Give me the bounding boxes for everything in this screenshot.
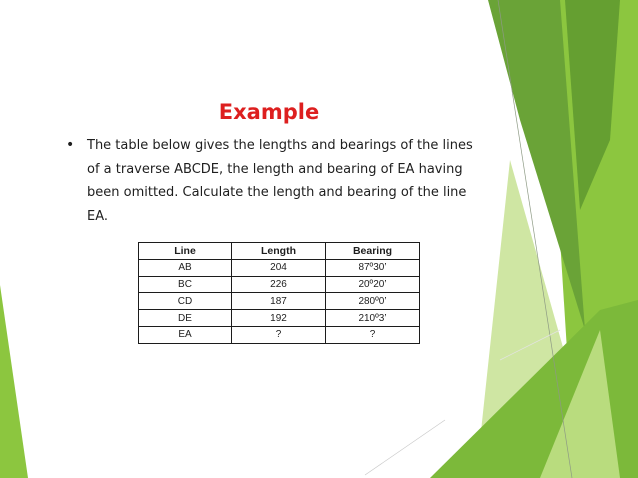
table-header-row bbox=[139, 243, 420, 260]
left-green-sliver bbox=[0, 285, 28, 478]
cell-length: 226 bbox=[232, 276, 326, 293]
cell-line: DE bbox=[139, 310, 232, 327]
slide-title: Example bbox=[218, 100, 320, 124]
header-length: Length bbox=[232, 243, 326, 260]
decor-line-2 bbox=[365, 420, 445, 475]
traverse-table bbox=[138, 242, 420, 344]
cell-line: CD bbox=[139, 293, 232, 310]
cell-bearing: 280º0’ bbox=[326, 293, 420, 310]
cell-bearing: 20º20’ bbox=[326, 276, 420, 293]
table-row bbox=[139, 259, 420, 276]
table-row bbox=[139, 326, 420, 343]
cell-line: AB bbox=[139, 259, 232, 276]
cell-bearing: ? bbox=[326, 326, 420, 343]
table-row bbox=[139, 310, 420, 327]
cell-length: ? bbox=[232, 326, 326, 343]
cell-line: EA bbox=[139, 326, 232, 343]
bullet-dot-icon: • bbox=[66, 137, 75, 153]
table-row bbox=[139, 293, 420, 310]
table-row bbox=[139, 276, 420, 293]
header-bearing: Bearing bbox=[326, 243, 420, 260]
bullet-paragraph bbox=[66, 134, 486, 228]
cell-line: BC bbox=[139, 276, 232, 293]
cell-length: 192 bbox=[232, 310, 326, 327]
header-line: Line bbox=[139, 243, 232, 260]
bullet-text: The table below gives the lengths and bearings of the lines of a traverse ABCDE, the length and bearing of EA having been omitted. Calculate the length and bearing of the line EA. bbox=[87, 138, 473, 224]
cell-bearing: 87º30’ bbox=[326, 259, 420, 276]
cell-length: 204 bbox=[232, 259, 326, 276]
cell-bearing: 210º3’ bbox=[326, 310, 420, 327]
cell-length: 187 bbox=[232, 293, 326, 310]
